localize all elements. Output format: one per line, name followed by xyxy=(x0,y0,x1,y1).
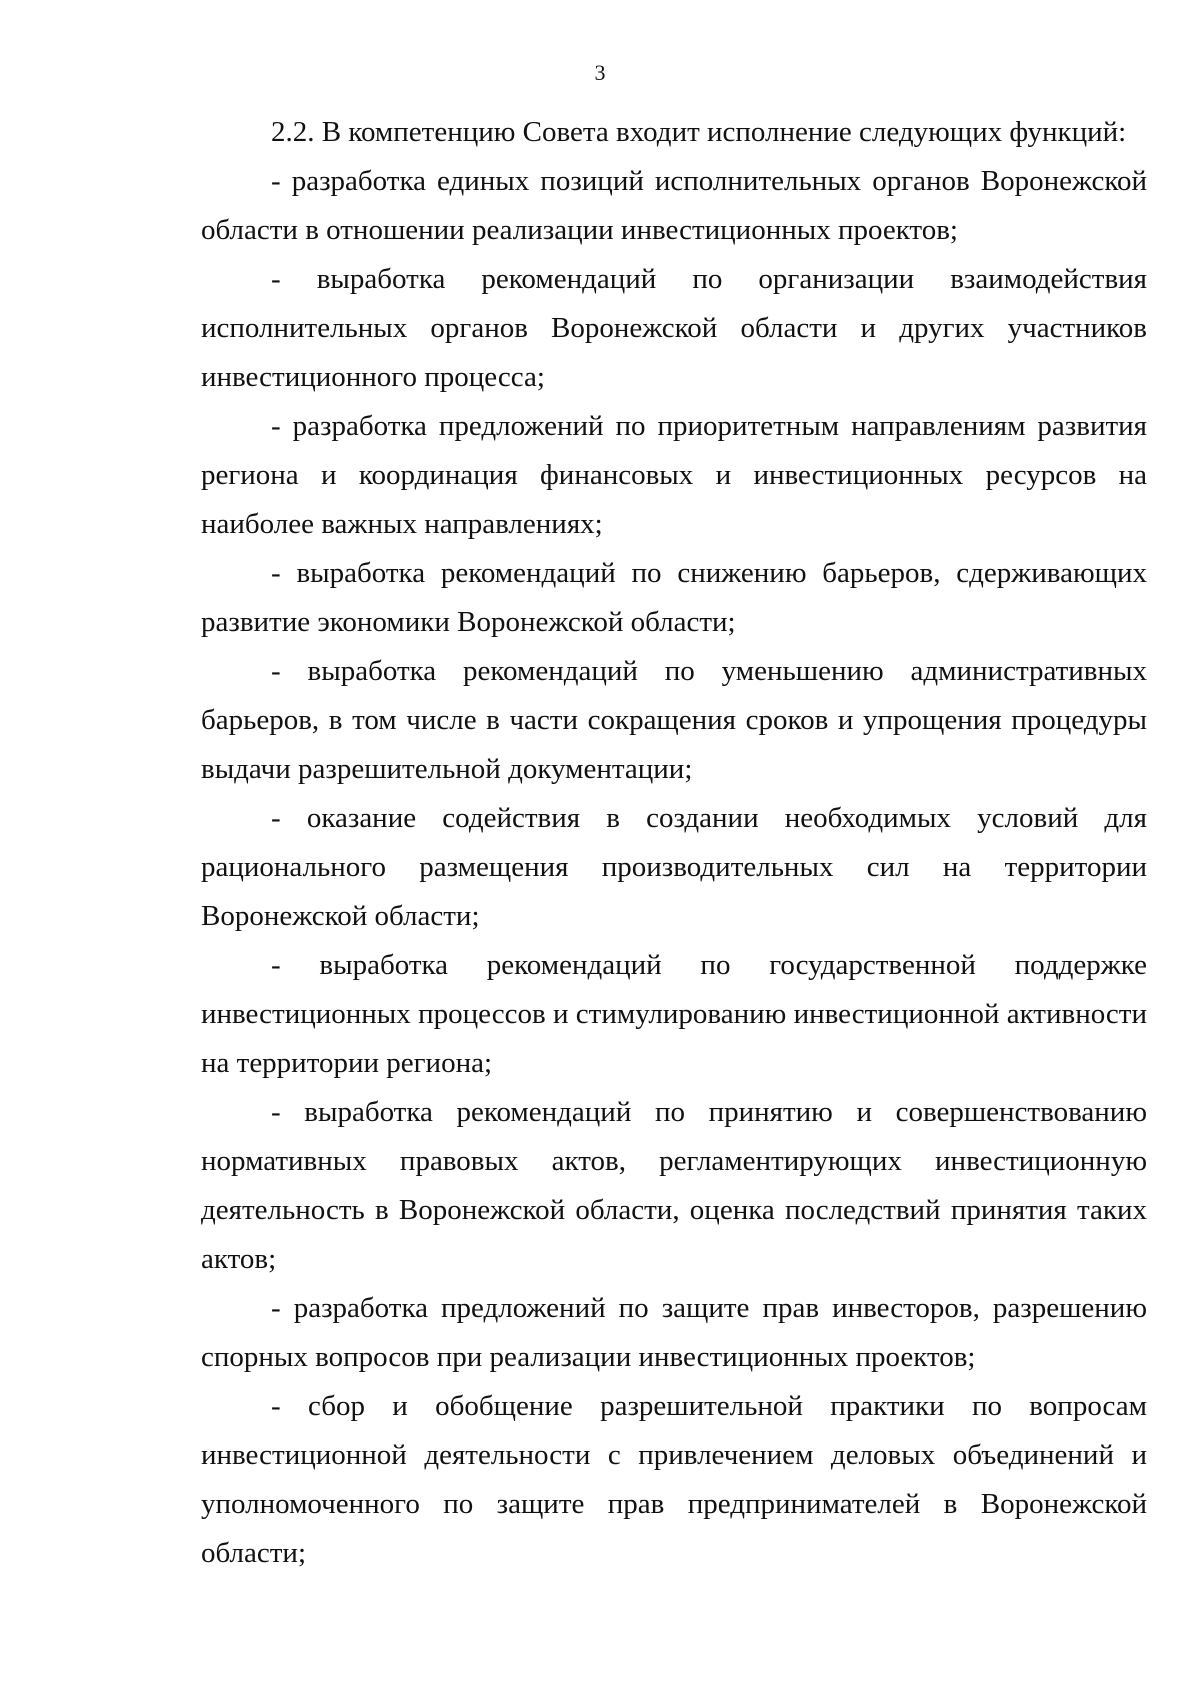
list-item: - разработка предложений по защите прав инвесторов, разрешению спорных вопросов при реализации инвестиционных проектов; xyxy=(201,1292,1147,1373)
list-item: - выработка рекомендаций по организации взаимодействия исполнительных органов Воронежской области и других участников инвестиционного процесса; xyxy=(201,263,1147,393)
document-body xyxy=(201,108,1147,1578)
list-item: - сбор и обобщение разрешительной практики по вопросам инвестиционной деятельности с привлечением деловых объединений и уполномоченного по защите прав предпринимателей в Воронежской области; xyxy=(201,1390,1147,1569)
list-item: - разработка предложений по приоритетным направлениям развития региона и координация финансовых и инвестиционных ресурсов на наиболее важных направлениях; xyxy=(201,410,1147,540)
list-item: - выработка рекомендаций по государственной поддержке инвестиционных процессов и стимулированию инвестиционной активности на территории региона; xyxy=(201,949,1147,1079)
list-item: - выработка рекомендаций по снижению барьеров, сдерживающих развитие экономики Воронежской области; xyxy=(201,557,1147,638)
section-intro: 2.2. В компетенцию Совета входит исполнение следующих функций: xyxy=(271,116,1127,148)
list-item: - разработка единых позиций исполнительных органов Воронежской области в отношении реализации инвестиционных проектов; xyxy=(201,165,1147,246)
list-item: - выработка рекомендаций по принятию и совершенствованию нормативных правовых актов, регламентирующих инвестиционную деятельность в Воронежской области, оценка последствий принятия таких актов; xyxy=(201,1096,1147,1275)
page-number: 3 xyxy=(594,60,606,85)
list-item: - оказание содействия в создании необходимых условий для рационального размещения производительных сил на территории Воронежской области; xyxy=(201,802,1147,932)
list-item: - выработка рекомендаций по уменьшению административных барьеров, в том числе в части сокращения сроков и упрощения процедуры выдачи разрешительной документации; xyxy=(201,655,1147,785)
